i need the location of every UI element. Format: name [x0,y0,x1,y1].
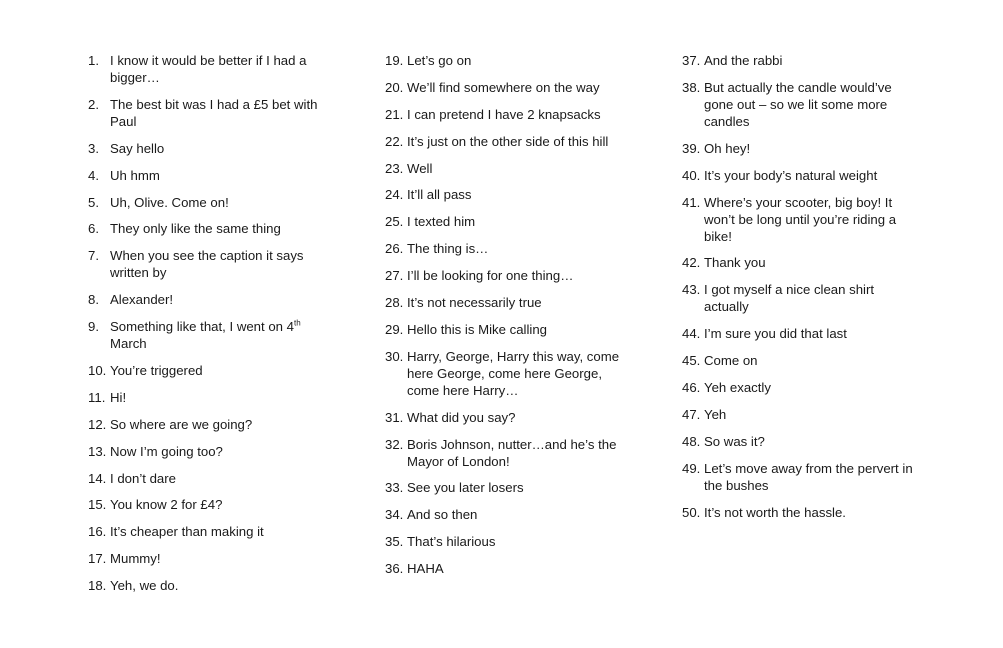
list-item [682,406,917,423]
item-text: I don’t dare [110,470,176,486]
item-text: I can pretend I have 2 knapsacks [407,106,601,122]
item-number: 33. [385,480,404,496]
item-number: 3. [88,140,99,156]
list-item [88,220,333,237]
item-number: 16. [88,524,107,540]
list-item [88,523,333,540]
item-number: 22. [385,133,404,149]
list-item [682,379,917,396]
item-text: Well [407,160,433,176]
item-text: Boris Johnson, nutter…and he’s the Mayor of London! [407,436,617,469]
item-text: See you later losers [407,480,524,496]
item-number: 24. [385,187,404,203]
item-text: Say hello [110,140,165,156]
item-text: It’s your body’s natural weight [704,167,878,183]
list-item [385,560,630,577]
item-text: Uh hmm [110,167,160,183]
item-text: It’s not necessarily true [407,295,542,311]
item-number: 7. [88,248,99,264]
item-number: 20. [385,79,404,95]
list-item [682,140,917,157]
item-text: Oh hey! [704,140,751,156]
list-item [385,479,630,496]
list-item [682,433,917,450]
item-text-part: March [110,336,147,352]
list-item [385,267,630,284]
item-text: Hi! [110,389,127,405]
list-item [88,389,333,406]
list-item [385,436,630,470]
item-text: It’ll all pass [407,187,472,203]
list-column-1 [88,52,333,604]
item-text: Harry, George, Harry this way, come here George, come here George, come here Harry… [407,348,620,398]
item-number: 2. [88,96,99,112]
item-number: 18. [88,578,107,594]
item-number: 14. [88,470,107,486]
item-number: 32. [385,436,404,452]
item-number: 29. [385,321,404,337]
item-number: 45. [682,353,701,369]
list-item [682,194,917,245]
item-text: Yeh [704,406,727,422]
list-item [88,140,333,157]
item-text: Alexander! [110,292,174,308]
item-text: The best bit was I had a £5 bet with Paul [110,96,318,129]
item-number: 27. [385,268,404,284]
item-number: 39. [682,140,701,156]
item-text: So was it? [704,433,765,449]
item-text: But actually the candle would’ve gone out – so we lit some more candles [704,79,892,129]
list-item [88,318,333,352]
list-item [385,52,630,69]
item-text: I’ll be looking for one thing… [407,268,574,284]
item-text: Yeh exactly [704,380,771,396]
list-item [88,96,333,130]
item-number: 41. [682,194,701,210]
item-number: 9. [88,319,99,335]
list-item [88,167,333,184]
item-text: You’re triggered [110,363,203,379]
item-number: 44. [682,326,701,342]
list-item [88,470,333,487]
item-number: 50. [682,504,701,520]
list-item [88,194,333,211]
list-item [88,550,333,567]
item-text: It’s cheaper than making it [110,524,264,540]
list-column-2 [385,52,630,587]
list-item [385,240,630,257]
item-text: I’m sure you did that last [704,326,847,342]
item-text: HAHA [407,561,444,577]
item-text-part: Something like that, I went on 4 [110,319,295,335]
list-item [385,160,630,177]
list-item [682,504,917,521]
item-number: 11. [88,389,106,405]
item-number: 8. [88,292,99,308]
list-item [88,52,333,86]
list-item [385,409,630,426]
list-item [385,79,630,96]
list-item [385,294,630,311]
item-text: So where are we going? [110,416,253,432]
item-text: Yeh, we do. [110,578,179,594]
list-item [682,325,917,342]
item-number: 25. [385,214,404,230]
item-number: 26. [385,241,404,257]
item-number: 10. [88,363,107,379]
item-text: We’ll find somewhere on the way [407,79,600,95]
list-column-3 [682,52,917,530]
item-number: 36. [385,561,404,577]
item-number: 21. [385,106,404,122]
item-text: Uh, Olive. Come on! [110,194,229,210]
item-text [110,318,333,352]
item-text: Where’s your scooter, big boy! It won’t be long until you’re riding a bike! [704,194,897,244]
item-number: 40. [682,167,701,183]
list-item [385,186,630,203]
item-text: It’s not worth the hassle. [704,504,846,520]
item-text: That’s hilarious [407,534,496,550]
item-text: Thank you [704,255,766,271]
item-text: Let’s go on [407,53,472,68]
item-number: 38. [682,79,701,95]
item-text: Hello this is Mike calling [407,321,547,337]
list-item [88,416,333,433]
list-item [88,291,333,308]
item-text: Mummy! [110,551,161,567]
list-item [682,79,917,130]
item-number: 1. [88,53,99,68]
item-text: Let’s move away from the pervert in the bushes [704,460,913,493]
ordinal-suffix: th [294,318,301,328]
item-text: And the rabbi [704,53,783,68]
item-number: 17. [88,551,107,567]
list-item [682,352,917,369]
item-text: I got myself a nice clean shirt actually [704,282,875,315]
item-number: 35. [385,534,404,550]
item-text: It’s just on the other side of this hill [407,133,609,149]
item-text: The thing is… [407,241,489,257]
item-number: 47. [682,406,701,422]
list-item [385,321,630,338]
item-text: I know it would be better if I had a bigger… [110,53,307,85]
list-item [682,52,917,69]
list-item [682,281,917,315]
list-item [385,533,630,550]
list-item [385,133,630,150]
list-item [682,254,917,271]
list-item [88,443,333,460]
item-number: 15. [88,497,107,513]
item-number: 4. [88,167,99,183]
item-number: 12. [88,416,107,432]
item-number: 46. [682,380,701,396]
item-text: They only like the same thing [110,221,281,237]
item-number: 28. [385,295,404,311]
item-number: 37. [682,53,701,68]
item-text: Come on [704,353,758,369]
list-item [682,167,917,184]
item-number: 49. [682,460,701,476]
item-number: 48. [682,433,701,449]
list-item [88,496,333,513]
item-number: 6. [88,221,99,237]
item-number: 30. [385,348,404,364]
item-number: 19. [385,53,404,68]
list-item [682,460,917,494]
item-number: 31. [385,409,404,425]
item-number: 43. [682,282,701,298]
list-item [385,506,630,523]
list-item [385,106,630,123]
item-text: And so then [407,507,478,523]
list-item [385,348,630,399]
item-text: I texted him [407,214,476,230]
item-text: Now I’m going too? [110,443,223,459]
list-item [88,577,333,594]
item-number: 23. [385,160,404,176]
list-item [88,362,333,379]
item-text: You know 2 for £4? [110,497,223,513]
list-item [88,247,333,281]
item-text: What did you say? [407,409,516,425]
item-text: When you see the caption it says written by [110,248,304,281]
item-number: 13. [88,443,107,459]
item-number: 42. [682,255,701,271]
item-number: 5. [88,194,99,210]
item-number: 34. [385,507,404,523]
list-item [385,213,630,230]
